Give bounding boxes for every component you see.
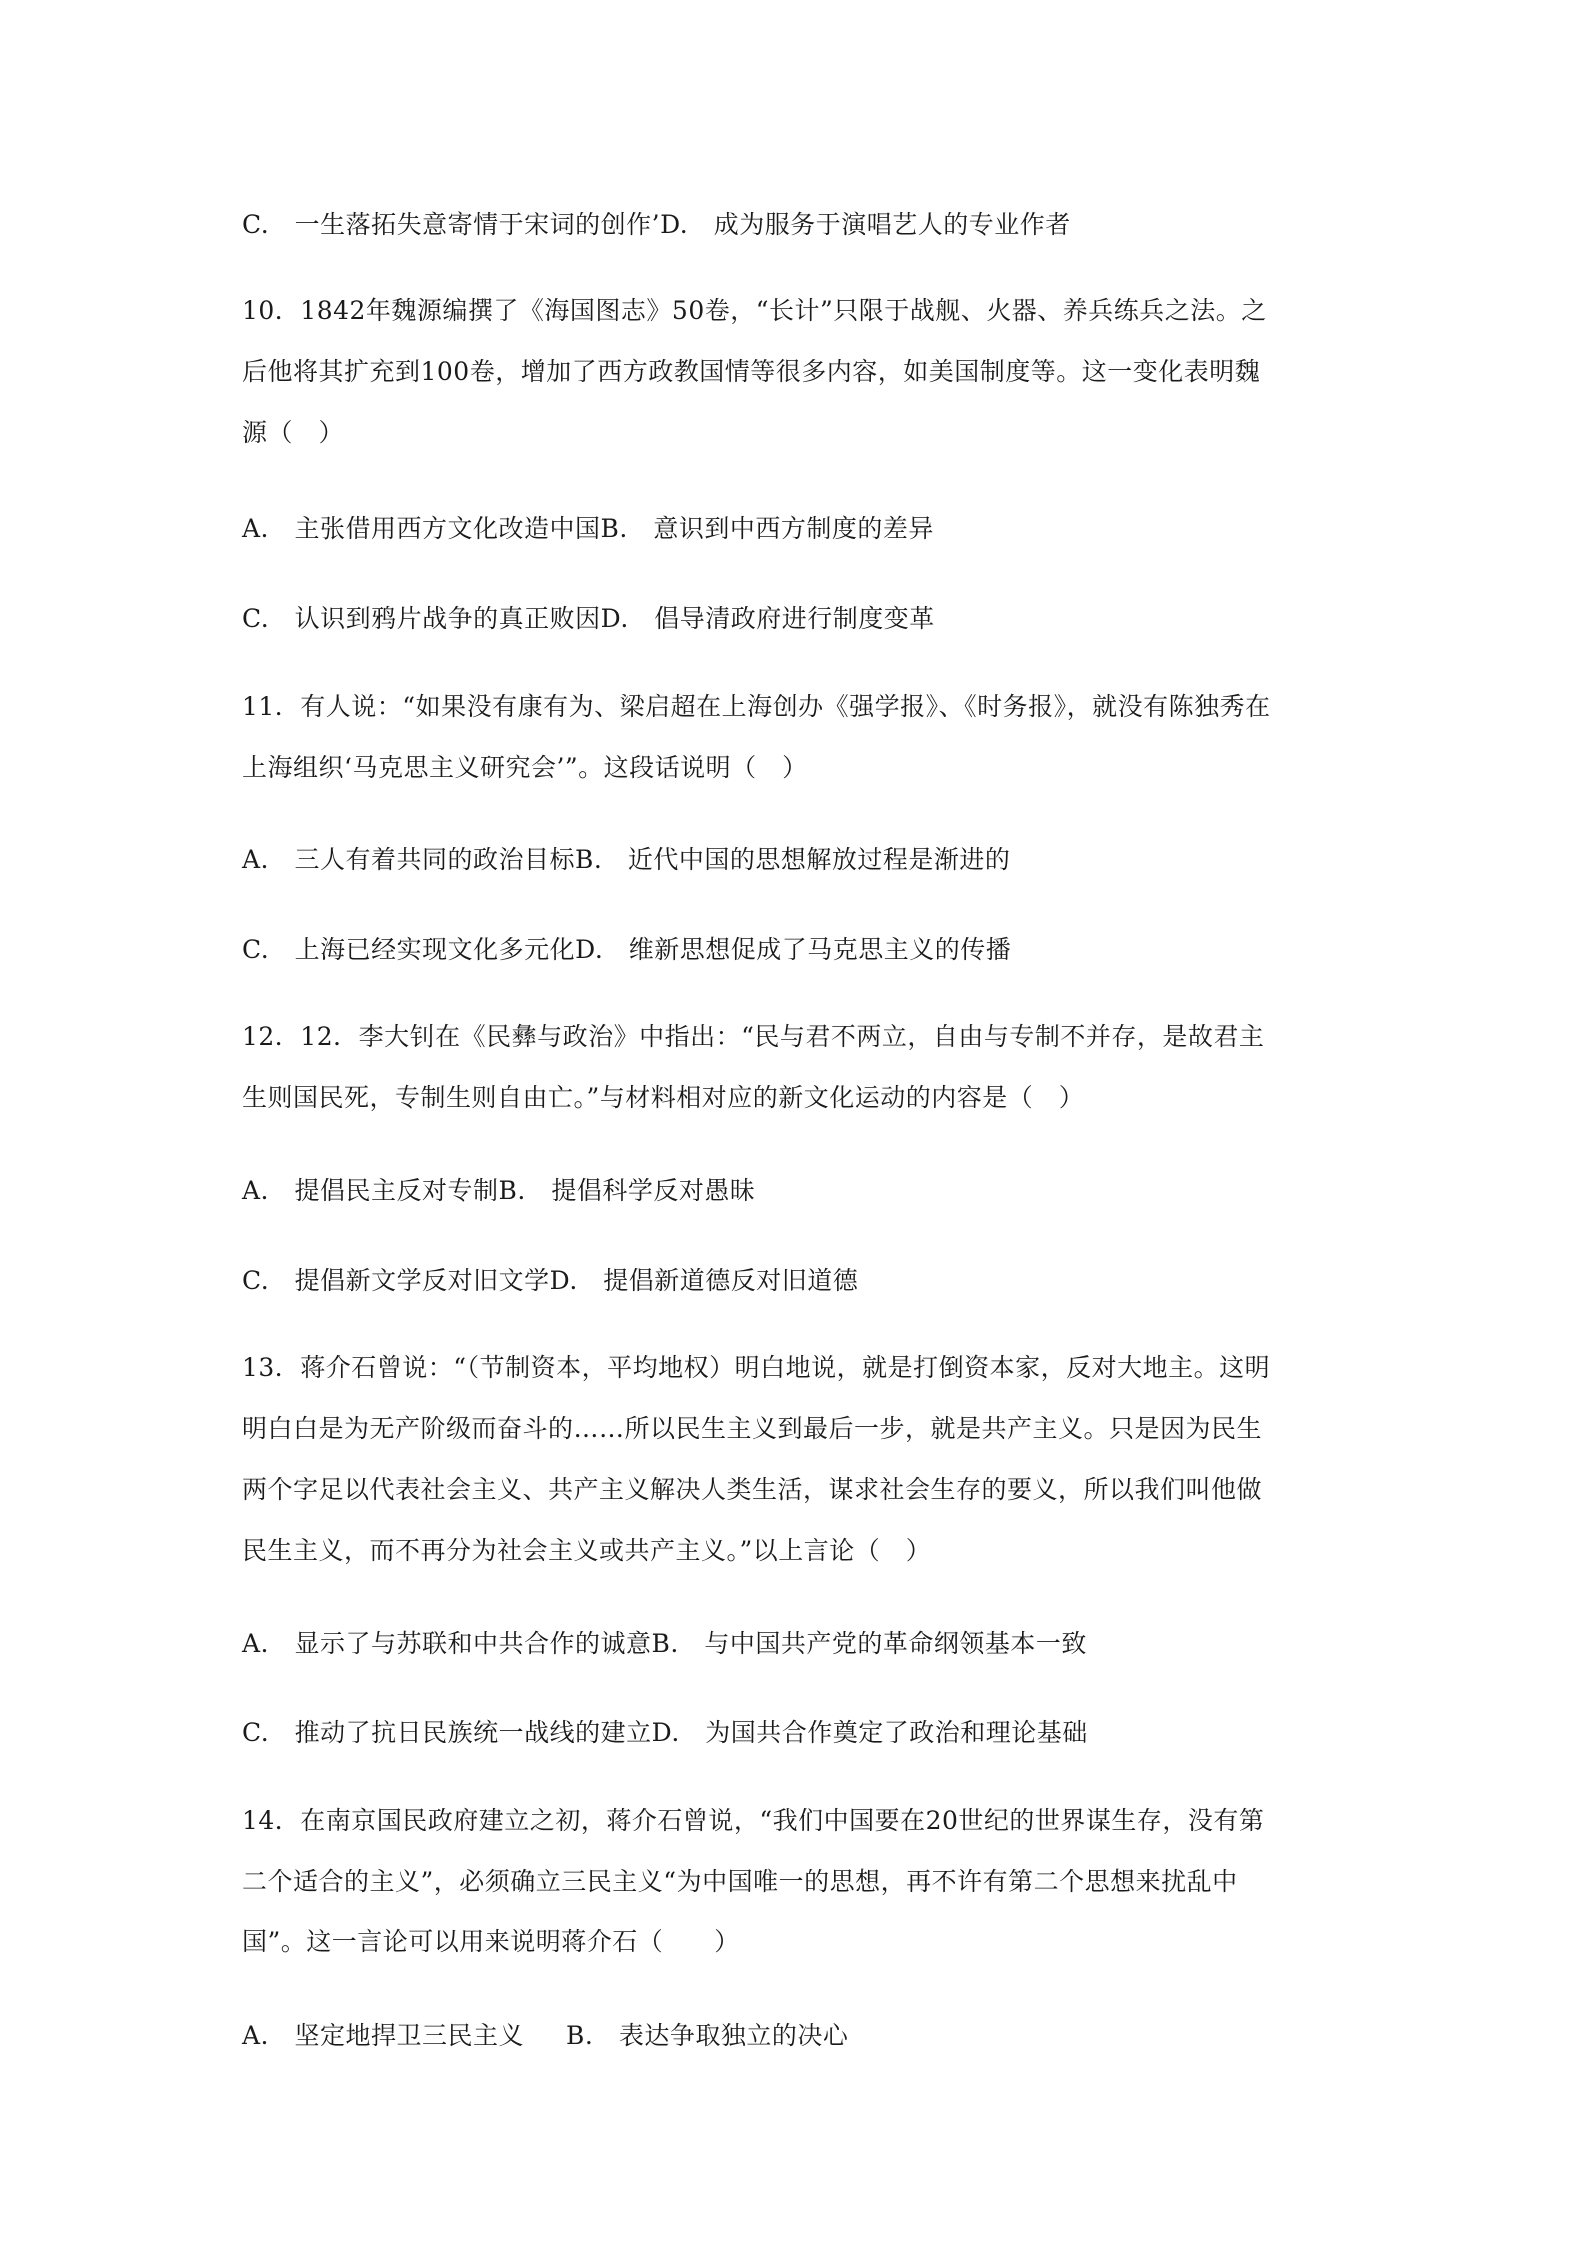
q14-options-ab (242, 2021, 848, 2051)
q9-option-c: C. 一生落拓失意寄情于宋词的创作’D. 成为服务于演唱艺人的专业作者 (242, 210, 1071, 239)
q12-options-cd: C. 提倡新文学反对旧文学D. 提倡新道德反对旧道德 (242, 1266, 859, 1295)
q13-options-ab: A. 显示了与苏联和中共合作的诚意B. 与中国共产党的革命纲领基本一致 (242, 1629, 1087, 1658)
q13-stem-line-2: 明白白是为无产阶级而奋斗的……所以民生主义到最后一步，就是共产主义。只是因为民生 (242, 1414, 1263, 1443)
q13-stem-line-4: 民生主义，而不再分为社会主义或共产主义。”以上言论（ ） (242, 1536, 932, 1565)
q13-options-cd: C. 推动了抗日民族统一战线的建立D. 为国共合作奠定了政治和理论基础 (242, 1718, 1088, 1747)
q11-options-ab: A. 三人有着共同的政治目标B. 近代中国的思想解放过程是渐进的 (242, 845, 1011, 874)
q11-stem-line-2: 上海组织‘马克思主义研究会’”。这段话说明（ ） (242, 753, 808, 782)
q12-options-ab: A. 提倡民主反对专制B. 提倡科学反对愚昧 (242, 1176, 756, 1205)
q10-options-cd: C. 认识到鸦片战争的真正败因D. 倡导清政府进行制度变革 (242, 604, 935, 633)
q12-stem-line-2: 生则国民死，专制生则自由亡。”与材料相对应的新文化运动的内容是（ ） (242, 1083, 1085, 1112)
q14-stem-line-1: 14．在南京国民政府建立之初，蒋介石曾说，“我们中国要在20世纪的世界谋生存，没有第 (242, 1806, 1265, 1835)
q10-options-ab: A. 主张借用西方文化改造中国B. 意识到中西方制度的差异 (242, 514, 934, 543)
q14-stem-line-2: 二个适合的主义”，必须确立三民主义“为中国唯一的思想，再不许有第二个思想来扰乱中 (242, 1867, 1238, 1896)
q10-stem-line-3: 源（ ） (242, 418, 345, 447)
q12-stem-line-1: 12．12．李大钊在《民彝与政治》中指出：“民与君不两立，自由与专制不并存，是故君主 (242, 1022, 1265, 1051)
q11-options-cd: C. 上海已经实现文化多元化D. 维新思想促成了马克思主义的传播 (242, 935, 1012, 964)
q14-option-b: B. 表达争取独立的决心 (566, 2021, 849, 2050)
q10-stem-line-1: 10．1842年魏源编撰了《海国图志》50卷，“长计”只限于战舰、火器、养兵练兵之法。之 (242, 296, 1267, 325)
q14-stem-line-3: 国”。这一言论可以用来说明蒋介石（ ） (242, 1927, 740, 1956)
q11-stem-line-1: 11．有人说：“如果没有康有为、梁启超在上海创办《强学报》、《时务报》，就没有陈独秀在 (242, 692, 1271, 721)
q14-option-a: A. 坚定地捍卫三民主义 (242, 2021, 525, 2050)
q13-stem-line-3: 两个字足以代表社会主义、共产主义解决人类生活，谋求社会生存的要义，所以我们叫他做 (242, 1475, 1263, 1504)
q10-stem-line-2: 后他将其扩充到100卷，增加了西方政教国情等很多内容，如美国制度等。这一变化表明魏 (242, 357, 1261, 386)
q13-stem-line-1: 13．蒋介石曾说：“（节制资本，平均地权）明白地说，就是打倒资本家，反对大地主。这明 (242, 1353, 1271, 1382)
